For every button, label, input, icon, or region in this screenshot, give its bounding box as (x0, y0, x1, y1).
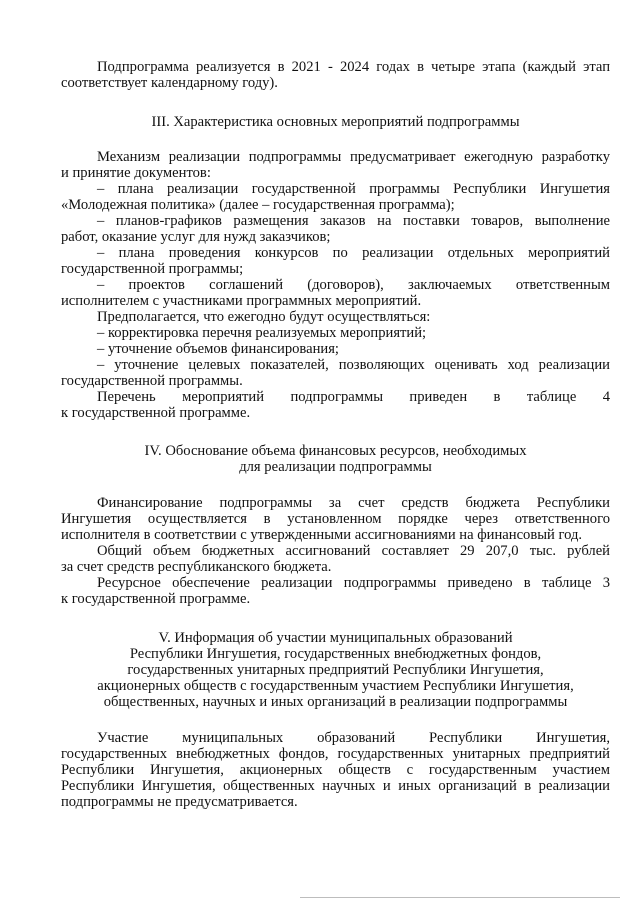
page-bottom-rule (300, 897, 620, 898)
list-item-line: – уточнение объемов финансирования; (97, 341, 339, 357)
paragraph-line: к государственной программе. (61, 405, 251, 421)
section-5-heading: акционерных обществ с государственным участием Республики Ингушетия, (97, 678, 574, 694)
list-item-line: – корректировка перечня реализуемых мероприятий; (97, 325, 427, 341)
intro-line-2: соответствует календарному году). (61, 75, 278, 91)
paragraph-line: исполнителя в соответствии с утвержденными ассигнованиями на финансовый год. (61, 527, 583, 543)
paragraph-line: Предполагается, что ежегодно будут осуществляться: (97, 309, 431, 325)
section-5-heading: общественных, научных и иных организаций в реализации подпрограммы (103, 694, 568, 710)
paragraph-line: к государственной программе. (61, 591, 251, 607)
paragraph-line: Финансирование подпрограммы за счет средств бюджета Республики (97, 495, 610, 511)
paragraph-line: Республики Ингушетия, общественных научных и иных организаций в реализации (61, 778, 610, 794)
section-4-heading: для реализации подпрограммы (239, 459, 432, 475)
list-item-line: «Молодежная политика» (далее – государственная программа); (61, 197, 455, 213)
paragraph-line: Ингушетия осуществляется в установленном порядке через ответственного (61, 511, 610, 527)
list-item-line: – проектов соглашений (договоров), заключаемых ответственным (97, 277, 610, 293)
intro-line-1: Подпрограмма реализуется в 2021 - 2024 годах в четыре этапа (каждый этап (97, 59, 610, 75)
section-5-heading: Республики Ингушетия, государственных внебюджетных фондов, (129, 646, 542, 662)
list-item-line: государственной программы. (61, 373, 243, 389)
list-item-line: – уточнение целевых показателей, позволяющих оценивать ход реализации (97, 357, 610, 373)
paragraph-line: Общий объем бюджетных ассигнований составляет 29 207,0 тыс. рублей (97, 543, 610, 559)
section-4-heading: IV. Обоснование объема финансовых ресурсов, необходимых (144, 443, 527, 459)
list-item-line: работ, оказание услуг для нужд заказчиков; (61, 229, 331, 245)
section-5-heading: государственных унитарных предприятий Республики Ингушетия, (127, 662, 544, 678)
paragraph-line: Республики Ингушетия, акционерных обществ с государственным участием (61, 762, 610, 778)
paragraph-line: и принятие документов: (61, 165, 211, 181)
list-item-line: – плана реализации государственной программы Республики Ингушетия (97, 181, 610, 197)
paragraph-line: Участие муниципальных образований Республики Ингушетия, (97, 730, 610, 746)
list-item-line: государственной программы; (61, 261, 244, 277)
list-item-line: – плана проведения конкурсов по реализации отдельных мероприятий (97, 245, 610, 261)
paragraph-line: государственных внебюджетных фондов, государственных унитарных предприятий (61, 746, 610, 762)
paragraph-line: Ресурсное обеспечение реализации подпрограммы приведено в таблице 3 (97, 575, 610, 591)
paragraph-line: Механизм реализации подпрограммы предусматривает ежегодную разработку (97, 149, 610, 165)
section-5-heading: V. Информация об участии муниципальных образований (158, 630, 513, 646)
section-3-heading: III. Характеристика основных мероприятий подпрограммы (151, 114, 520, 130)
paragraph-line: Перечень мероприятий подпрограммы приведен в таблице 4 (97, 389, 610, 405)
list-item-line: исполнителем с участниками программных мероприятий. (61, 293, 422, 309)
list-item-line: – планов-графиков размещения заказов на поставки товаров, выполнение (97, 213, 610, 229)
paragraph-line: подпрограммы не предусматривается. (61, 794, 298, 810)
paragraph-line: за счет средств республиканского бюджета. (61, 559, 332, 575)
